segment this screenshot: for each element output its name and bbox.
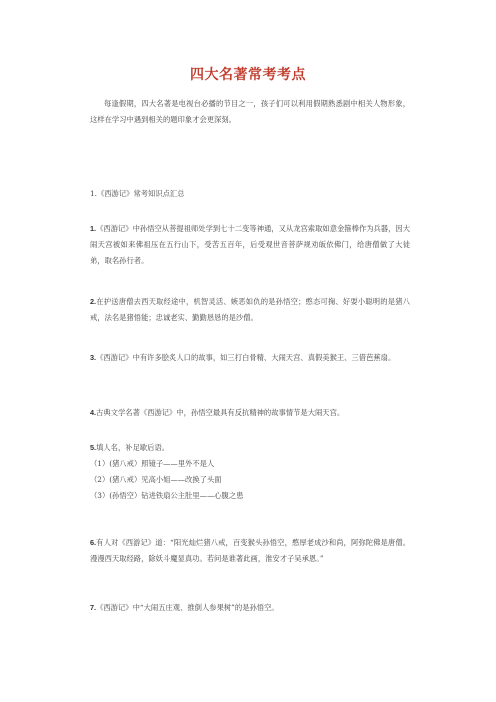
- item-number: 5.: [90, 443, 97, 452]
- item-text: 《西游记》中有许多脍炙人口的故事，如三打白骨精、大闹天宫、真假美猴王、三借芭蕉扇。: [96, 353, 396, 362]
- item-5-subline: （1）(猪八戒）照镜子——里外不是人: [90, 459, 215, 468]
- item-number: 7.: [90, 603, 97, 612]
- item-5: [90, 440, 410, 504]
- page-title: 四大名著常考考点: [190, 67, 306, 83]
- item-number: 6.: [90, 538, 97, 547]
- item-text: 《西游记》中“大闹五庄观、推倒人参果树”的是孙悟空。: [96, 603, 279, 612]
- section-heading: 1.《西游记》常考知识点汇总: [90, 189, 185, 198]
- item-7: [90, 600, 410, 616]
- item-6: [90, 535, 410, 567]
- item-5-subline: （3）(孙悟空）钻进铁扇公主肚里——心腹之患: [90, 491, 244, 500]
- item-4: [90, 405, 410, 421]
- item-number: 3.: [90, 353, 97, 362]
- item-number: 2.: [90, 297, 97, 306]
- item-text: 古典文学名著《西游记》中，孙悟空最具有反抗精神的故事情节是大闹天宫。: [96, 408, 345, 417]
- item-number: 1.: [90, 224, 97, 233]
- item-text: 填人名，补足歇后语。: [96, 443, 170, 452]
- item-number: 4.: [90, 408, 97, 417]
- item-1: [90, 221, 410, 269]
- intro-paragraph: 每逢假期，四大名著是电视台必播的节目之一，孩子们可以利用假期熟悉剧中相关人物形象，这样在学习中遇到相关的题印象才会更深刻。: [90, 99, 410, 124]
- item-2: [90, 294, 410, 326]
- item-text: 《西游记》中孙悟空从菩提祖师处学到七十二变等神通，又从龙宫索取如意金箍棒作为兵器，因大闹天宫被如来佛祖压在五行山下，受苦五百年，后受观世音菩萨规劝皈依佛门，给唐僧做了大徒弟，取名孙行者。: [90, 224, 410, 265]
- item-5-subline: （2）(猪八戒）见高小姐——改换了头面: [90, 475, 222, 484]
- item-text: 有人对《西游记》道：“阳光灿烂猪八戒，百变猴头孙悟空，憨厚老成沙和尚，阿弥陀佛是唐僧。漫漫西天取经路，除妖斗魔显真功。若问是谁著此画，淮安才子吴承恩。”: [90, 538, 410, 563]
- item-3: [90, 350, 410, 366]
- item-text: 在护送唐僧去西天取经途中，机智灵活、嫉恶如仇的是孙悟空；憨态可掬、好耍小聪明的是猪八戒，法名是猪悟能；忠诚老实、勤勤恳恳的是沙僧。: [90, 297, 410, 322]
- item-5-first-line: [90, 440, 410, 456]
